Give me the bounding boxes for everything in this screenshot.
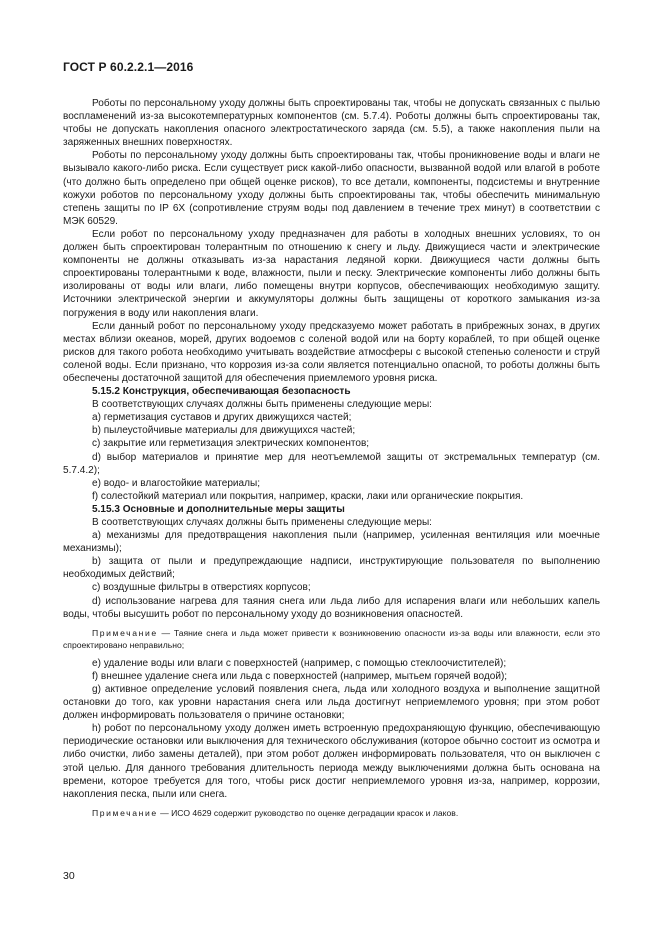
document-header: ГОСТ Р 60.2.2.1—2016	[63, 60, 194, 74]
section-intro: В соответствующих случаях должны быть применены следующие меры:	[92, 399, 432, 411]
list-item: h) робот по персональному уходу должен иметь встроенную предохраняющую функцию, обеспечивающую периодические остановки или выключения для технического обслуживания (которое обычно состоит из осмотра и либо очистки, либо замены деталей), при этом робот должен информировать пользователя, что он выключен с этой целью. Для данного требования длительность периода между выключениями должна быть основана на времени, которое требуется для того, чтобы риск достиг неприемлемого уровня из-за, например, коррозии, накопления песка, пыли или снега.	[63, 723, 600, 800]
page-body	[63, 97, 600, 825]
list-item: g) активное определение условий появления снега, льда или холодного воздуха и выполнение защитной остановки до того, как уровни нарастания снега или льда достигнут неприемлемого уровня; при этом робот должен информировать пользователя о причине остановки;	[63, 683, 600, 722]
note	[63, 627, 600, 651]
list-item: d) выбор материалов и принятие мер для неотъемлемой защиты от экстремальных температур (см. 5.7.4.2);	[63, 451, 600, 476]
note-text: — Таяние снега и льда может привести к возникновению опасности из-за воды или влажности, если это спроектировано неправильно;	[63, 627, 600, 650]
list-item: a) механизмы для предотвращения накопления пыли (например, усиленная вентиляция или моечные механизмы);	[63, 530, 600, 555]
list-item: e) водо- и влагостойкие материалы;	[92, 477, 261, 489]
note-label: Примечание	[92, 807, 158, 818]
paragraph: Если данный робот по персональному уходу предсказуемо может работать в прибрежных зонах, в других местах вблизи океанов, морей, других водоемов с соленой водой или на борту кораблей, то при общей оценке рисков для такого робота необходимо учитывать воздействие атмосферы с высокой степенью солености и струй соленой воды. Если признано, что коррозия из-за соли является потенциально опасной, то роботы должны быть обеспечены достаточной защитой для обеспечения приемлемого уровня риска.	[63, 320, 600, 384]
paragraph: Если робот по персональному уходу предназначен для работы в холодных внешних условиях, то он должен быть спроектирован толерантным по отношению к снегу и льду. Движущиеся части и электрические компоненты не должны отказывать из-за нарастания ледяной корки. Движущиеся части должны быть спроектированы толерантными к воде, влажности, пыли и песку. Электрические компоненты либо должны быть изолированы от воды или влаги, либо помещены внутри корпусов, обеспечивающих необходимую защиту. Источники электрической энергии и аккумуляторы должны быть защищены от короткого замыкания из-за погружения в воду или накопления влаги.	[63, 228, 600, 319]
note-text: — ИСО 4629 содержит руководство по оценке деградации красок и лаков.	[157, 807, 459, 818]
note	[63, 807, 600, 819]
list-item: f) солестойкий материал или покрытия, например, краски, лаки или органические покрытия.	[92, 490, 524, 502]
page-number: 30	[63, 870, 75, 882]
list-item: a) герметизация суставов и других движущихся частей;	[92, 412, 352, 424]
note-label: Примечание	[92, 627, 158, 638]
list-item: f) внешнее удаление снега или льда с поверхностей (например, мытьем горячей водой);	[92, 670, 508, 682]
paragraph: Роботы по персональному уходу должны быть спроектированы так, чтобы проникновение воды и влаги не вызывало какого-либо риска. Если существует риск какой-либо опасности, вызванной водой или влагой в роботе (что должно быть определено при общей оценке рисков), то все детали, компоненты, подсистемы и внутренние кожухи роботов по персональному уходу должны быть спроектированы так, чтобы обеспечить минимальную степень защиты по IP 6X (сопротивление струям воды под давлением в течение трех минут) в соответствии с МЭК 60529.	[63, 150, 600, 227]
list-item: e) удаление воды или влаги с поверхностей (например, с помощью стеклоочистителей);	[92, 657, 507, 669]
list-item: c) воздушные фильтры в отверстиях корпусов;	[92, 582, 311, 594]
paragraph: Роботы по персональному уходу должны быть спроектированы так, чтобы не допускать связанных с пылью воспламенений из-за высокотемпературных компонентов (см. 5.7.4). Роботы должны быть спроектированы так, чтобы не допускать накопления опасного электростатического заряда (см. 5.5), а также накопления пыли на заряженных внешних поверхностях.	[63, 98, 600, 149]
list-item: c) закрытие или герметизация электрических компонентов;	[92, 438, 370, 450]
list-item: d) использование нагрева для таяния снега или льда либо для испарения влаги или небольших капель воды, чтобы высушить робот по персональному уходу до возникновения опасностей.	[63, 595, 600, 620]
list-item: b) защита от пыли и предупреждающие надписи, инструктирующие пользователя по выполнению необходимых действий;	[63, 556, 600, 581]
list-item: b) пылеустойчивые материалы для движущихся частей;	[92, 425, 356, 437]
section-heading-5-15-3: 5.15.3 Основные и дополнительные меры защиты	[92, 503, 345, 515]
section-heading-5-15-2: 5.15.2 Конструкция, обеспечивающая безопасность	[92, 386, 351, 398]
section-intro: В соответствующих случаях должны быть применены следующие меры:	[92, 517, 432, 528]
